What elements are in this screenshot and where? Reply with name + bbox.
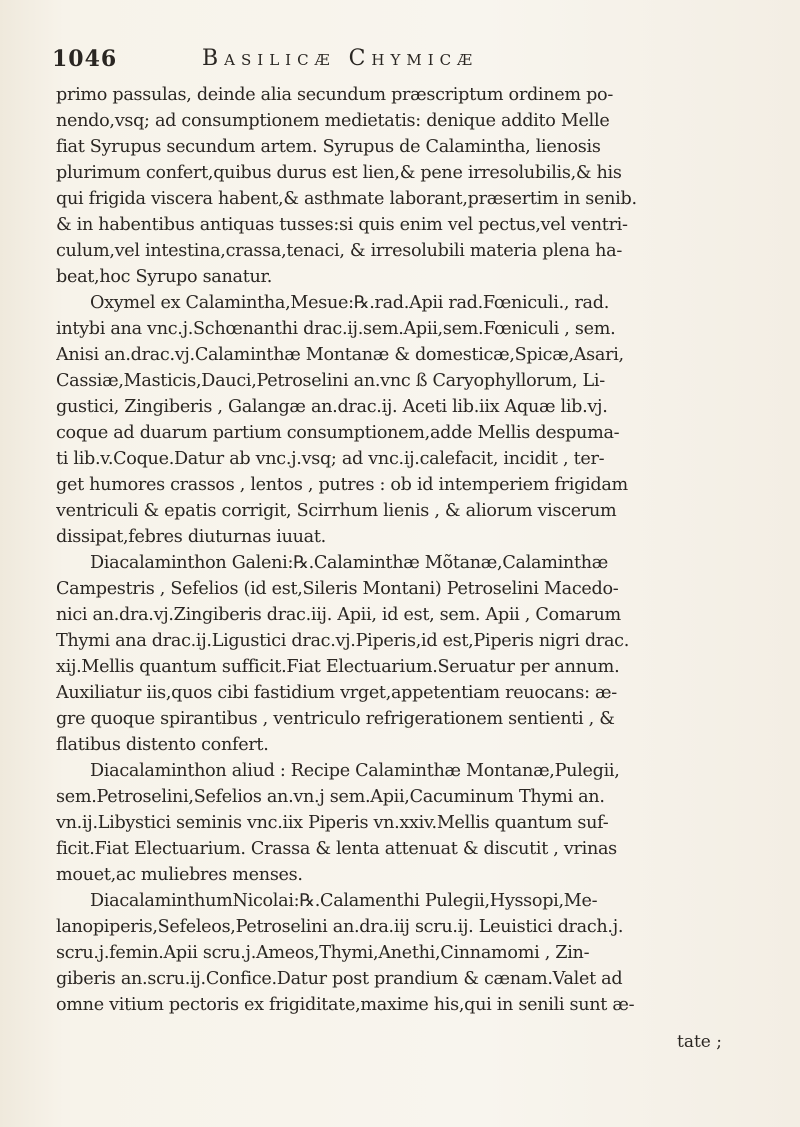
text-line: flatibus distento confert.	[56, 735, 269, 755]
body-text	[56, 82, 728, 1018]
page-number: 1046	[52, 46, 118, 72]
text-line: giberis an.scru.ij.Confice.Datur post prandium & cænam.Valet ad	[56, 969, 623, 989]
text-line: gre quoque spirantibus , ventriculo refrigerationem sentienti , &	[56, 709, 615, 729]
text-line: Anisi an.drac.vj.Calaminthæ Montanæ & domesticæ,Spicæ,Asari,	[56, 345, 624, 365]
text-line: nici an.dra.vj.Zingiberis drac.iij. Apii, id est, sem. Apii , Comarum	[56, 605, 621, 625]
text-line: sem.Petroselini,Sefelios an.vn.j sem.Apii,Cacuminum Thymi an.	[56, 787, 605, 807]
text-line: & in habentibus antiquas tusses:si quis enim vel pectus,vel ventri-	[56, 215, 628, 235]
text-line: Oxymel ex Calamintha,Mesue:℞.rad.Apii rad.Fœniculi., rad.	[90, 293, 610, 313]
text-line: dissipat,febres diuturnas iuuat.	[56, 527, 326, 547]
text-line: gustici, Zingiberis , Galangæ an.drac.ij. Aceti lib.iix Aquæ lib.vj.	[56, 397, 608, 417]
text-line: coque ad duarum partium consumptionem,adde Mellis despuma-	[56, 423, 620, 443]
text-line: ficit.Fiat Electuarium. Crassa & lenta attenuat & discutit , vrinas	[56, 839, 617, 859]
text-line: omne vitium pectoris ex frigiditate,maxime his,qui in senili sunt æ-	[56, 995, 635, 1015]
text-line: Cassiæ,Masticis,Dauci,Petroselini an.vnc ß Caryophyllorum, Li-	[56, 371, 605, 391]
text-line: Auxiliatur iis,quos cibi fastidium vrget,appetentiam reuocans: æ-	[56, 683, 617, 703]
text-line: Diacalaminthon Galeni:℞.Calaminthæ Mõtanæ,Calaminthæ	[90, 553, 608, 573]
text-line: Thymi ana drac.ij.Ligustici drac.vj.Piperis,id est,Piperis nigri drac.	[56, 631, 630, 651]
text-line: primo passulas, deinde alia secundum præscriptum ordinem po-	[56, 85, 613, 105]
text-line: fiat Syrupus secundum artem. Syrupus de Calamintha, lienosis	[56, 137, 601, 157]
text-line: culum,vel intestina,crassa,tenaci, & irresolubili materia plena ha-	[56, 241, 623, 261]
catchword: tate ;	[677, 1032, 722, 1052]
text-line: ventriculi & epatis corrigit, Scirrhum lienis , & aliorum viscerum	[56, 501, 617, 521]
running-head: Basilicæ Chymicæ	[202, 46, 479, 71]
text-line: nendo,vsq; ad consumptionem medietatis: denique addito Melle	[56, 111, 610, 131]
text-line: mouet,ac muliebres menses.	[56, 865, 303, 885]
text-line: intybi ana vnc.j.Schœnanthi drac.ij.sem.Apii,sem.Fœniculi , sem.	[56, 319, 616, 339]
text-line: vn.ij.Libystici seminis vnc.iix Piperis vn.xxiv.Mellis quantum suf-	[56, 813, 609, 833]
text-line: lanopiperis,Sefeleos,Petroselini an.dra.iij scru.ij. Leuistici drach.j.	[56, 917, 624, 937]
text-line: plurimum confert,quibus durus est lien,& pene irresolubilis,& his	[56, 163, 622, 183]
text-line: get humores crassos , lentos , putres : ob id intemperiem frigidam	[56, 475, 628, 495]
text-line: beat,hoc Syrupo sanatur.	[56, 267, 272, 287]
text-line: scru.j.femin.Apii scru.j.Ameos,Thymi,Anethi,Cinnamomi , Zin-	[56, 943, 590, 963]
text-line: qui frigida viscera habent,& asthmate laborant,præsertim in senib.	[56, 189, 637, 209]
text-line: Campestris , Sefelios (id est,Sileris Montani) Petroselini Macedo-	[56, 579, 619, 599]
text-line: ti lib.v.Coque.Datur ab vnc.j.vsq; ad vnc.ij.calefacit, incidit , ter-	[56, 449, 605, 469]
text-line: Diacalaminthon aliud : Recipe Calaminthæ Montanæ,Pulegii,	[90, 761, 620, 781]
page-header	[52, 46, 752, 76]
text-line: xij.Mellis quantum sufficit.Fiat Electuarium.Seruatur per annum.	[56, 657, 620, 677]
text-line: DiacalaminthumNicolai:℞.Calamenthi Pulegii,Hyssopi,Me-	[90, 891, 598, 911]
